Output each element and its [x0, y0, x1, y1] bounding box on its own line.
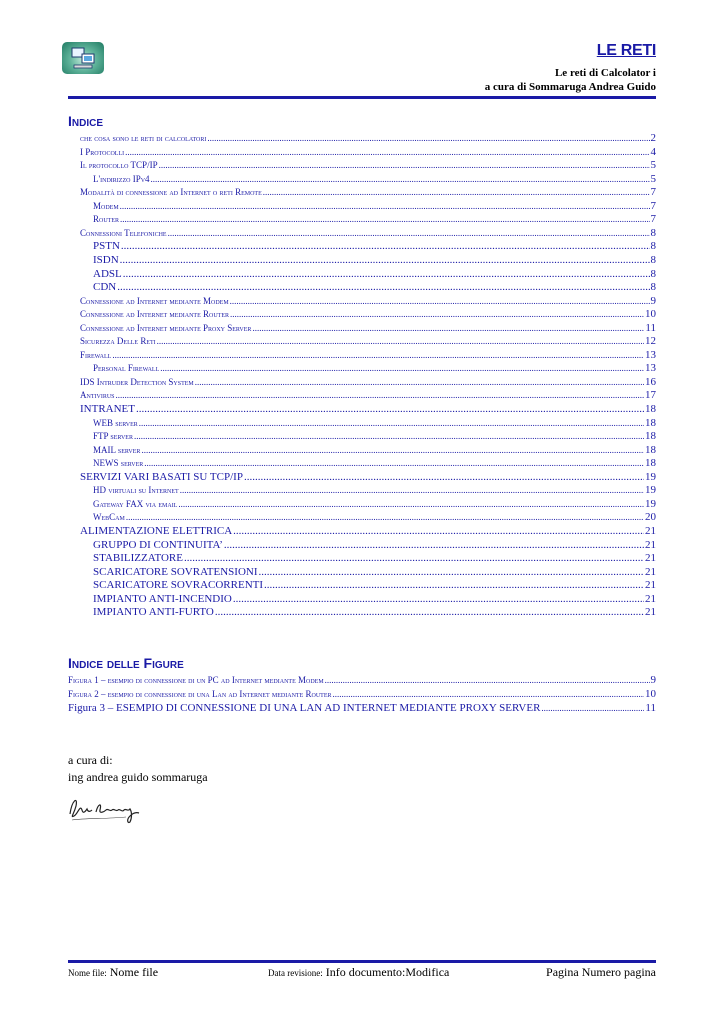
footer-rule [68, 960, 656, 963]
toc-entry[interactable] [80, 496, 656, 510]
toc-entry[interactable] [80, 509, 656, 523]
toc-entry-page: 7 [650, 186, 656, 199]
figures-heading: Indice delle Figure [68, 655, 184, 671]
toc-entry-title: Il protocollo TCP/IP [80, 160, 158, 171]
toc-entry-title: Personal Firewall [93, 363, 160, 374]
toc-entry-leader [157, 336, 644, 347]
toc-entry-leader [195, 377, 644, 388]
toc-entry-leader [120, 255, 650, 266]
toc-entry-title: CDN [93, 281, 117, 294]
computer-icon [70, 46, 96, 70]
toc-entry-leader [121, 241, 650, 252]
toc-entry[interactable] [80, 347, 656, 361]
toc-entry-title: HD virtuali su Internet [93, 485, 179, 496]
toc-entry-leader [160, 363, 644, 374]
toc-entry[interactable] [80, 293, 656, 307]
toc-entry-title: Modem [93, 200, 119, 211]
document-title: LE RETI [596, 42, 656, 59]
toc-entry[interactable] [80, 374, 656, 388]
toc-entry-leader [233, 594, 644, 605]
toc-entry-page: 16 [645, 375, 656, 388]
toc-entry-page: 18 [645, 430, 656, 443]
header-author: a cura di Sommaruga Andrea Guido [484, 81, 656, 93]
toc-entry[interactable] [80, 184, 656, 198]
toc-entry-title: Antivirus [80, 390, 115, 401]
toc-entry-title: WEB server [93, 417, 138, 428]
toc-entry-title: Connessione ad Internet mediante Proxy Server [80, 322, 252, 333]
toc-entry-leader [136, 404, 644, 415]
toc-entry-leader [126, 512, 644, 523]
toc-entry[interactable] [80, 130, 656, 144]
figures-entry-leader [541, 703, 644, 714]
toc-entry-leader [144, 458, 644, 469]
figures-entry[interactable] [68, 672, 656, 686]
toc-entry-page: 10 [645, 308, 656, 321]
footer-revision [268, 965, 449, 980]
toc-entry[interactable] [80, 455, 656, 469]
credits-label: a cura di: [68, 753, 113, 767]
toc-entry-title: GRUPPO DI CONTINUITA’ [93, 538, 223, 551]
toc-entry-leader [151, 174, 650, 185]
toc-entry-page: 19 [645, 497, 656, 510]
toc-entry-title: SCARICATORE SOVRATENSIONI [93, 565, 258, 578]
toc-entry[interactable] [80, 415, 656, 429]
toc-entry[interactable] [80, 523, 656, 537]
footer-revision-label: Data revisione: [268, 968, 323, 978]
toc-entry-leader [207, 133, 649, 144]
toc-entry-leader [141, 445, 644, 456]
toc-entry[interactable] [80, 225, 656, 239]
toc-entry-page: 13 [645, 348, 656, 361]
footer-file [68, 965, 158, 980]
toc-entry-title: INTRANET [80, 403, 135, 415]
toc-entry-title: IMPIANTO ANTI-INCENDIO [93, 592, 232, 605]
toc-entry-title: IMPIANTO ANTI-FURTO [93, 606, 214, 619]
toc-entry-title: Connessione ad Internet mediante Modem [80, 295, 229, 306]
toc-entry[interactable] [80, 198, 656, 212]
toc-entry[interactable] [80, 591, 656, 605]
toc-entry-page: 17 [645, 389, 656, 402]
figures-entry-leader [325, 675, 650, 686]
toc-entry[interactable] [80, 171, 656, 185]
toc-entry[interactable] [80, 157, 656, 171]
toc-entry-page: 8 [650, 267, 656, 280]
toc-entry-title: IDS Intruder Detection System [80, 376, 194, 387]
toc-entry-page: 8 [650, 226, 656, 239]
toc-entry-title: PSTN [93, 240, 120, 253]
toc-entry-leader [215, 607, 644, 618]
toc-entry-leader [264, 580, 644, 591]
toc-entry-title: Firewall [80, 349, 112, 360]
toc-entry-page: 18 [645, 457, 656, 470]
toc-entry[interactable] [80, 266, 656, 280]
handwritten-signature [66, 792, 146, 826]
toc-entry-page: 12 [645, 335, 656, 348]
toc-entry-page: 4 [650, 145, 656, 158]
figures-entry-page: 11 [645, 702, 656, 714]
toc-entry-title: Router [93, 214, 120, 225]
toc-entry[interactable] [80, 252, 656, 266]
toc-entry-page: 5 [650, 172, 656, 185]
toc-entry-page: 18 [645, 403, 656, 415]
toc-entry[interactable] [80, 333, 656, 347]
figures-entry-title: Figura 1 – esempio di connessione di un PC ad Internet mediante Modem [68, 675, 324, 685]
toc-entry-leader [224, 540, 644, 551]
toc-entry-title: Connessioni Telefoniche [80, 227, 167, 238]
toc-entry-page: 2 [650, 132, 656, 144]
toc-entry-title: STABILIZZATORE [93, 552, 183, 565]
toc-entry-title: ALIMENTAZIONE ELETTRICA [80, 524, 233, 537]
figures-entry-page: 10 [645, 688, 656, 700]
toc-entry[interactable] [80, 360, 656, 374]
toc-entry-leader [259, 567, 644, 578]
toc-entry-page: 21 [645, 565, 656, 578]
toc-entry[interactable] [80, 442, 656, 456]
toc-entry-title: Connessione ad Internet mediante Router [80, 309, 229, 320]
toc-entry[interactable] [80, 211, 656, 225]
toc-entry[interactable] [80, 604, 656, 618]
toc-entry-title: Modalità di connessione ad Internet o reti Remote [80, 187, 262, 198]
toc-entry-page: 21 [645, 538, 656, 551]
toc-entry-page: 21 [645, 592, 656, 605]
toc-entry-leader [233, 526, 644, 537]
footer-file-label: Nome file: [68, 968, 107, 978]
toc-entry-page: 7 [650, 213, 656, 226]
toc-entry[interactable] [80, 469, 656, 483]
figures-entry[interactable] [68, 700, 656, 714]
figures-entry-title: Figura 3 – ESEMPIO DI CONNESSIONE DI UNA LAN AD INTERNET MEDIANTE PROXY SERVER [68, 702, 541, 714]
toc-entry-title: I Protocolli [80, 146, 125, 157]
toc-entry-leader [117, 282, 649, 293]
toc-entry-leader [139, 418, 644, 429]
figures-entry-leader [333, 689, 645, 700]
toc-entry-leader [184, 553, 644, 564]
credits-author: ing andrea guido sommaruga [68, 770, 208, 784]
toc-entry-page: 21 [645, 524, 656, 537]
toc-entry-page: 8 [650, 240, 656, 253]
toc-entry-leader [134, 431, 644, 442]
toc-entry-leader [244, 472, 644, 483]
toc-entry-leader [120, 214, 649, 225]
toc-entry-page: 19 [645, 470, 656, 483]
toc-entry-leader [230, 309, 644, 320]
toc-entry[interactable] [80, 144, 656, 158]
toc-entry-leader [263, 187, 650, 198]
toc-entry[interactable] [80, 577, 656, 591]
toc-entry-page: 21 [645, 606, 656, 619]
toc-entry-page: 9 [650, 294, 656, 307]
toc-entry-title: L'indirizzo IPv4 [93, 173, 150, 184]
toc-entry-page: 18 [645, 443, 656, 456]
toc-entry-page: 8 [650, 281, 656, 294]
figures-entry-page: 9 [650, 674, 656, 686]
figures-entry-title: Figura 2 – esempio di connessione di una Lan ad Internet mediante Router [68, 689, 332, 699]
toc-entry-title: Sicurezza Delle Reti [80, 336, 156, 347]
toc-entry[interactable] [80, 482, 656, 496]
footer-page: Pagina Numero pagina [546, 965, 656, 979]
toc-entry[interactable] [80, 279, 656, 293]
toc-entry-leader [159, 160, 650, 171]
toc-entry-page: 21 [645, 579, 656, 592]
footer-revision-value: Info documento:Modifica [325, 965, 450, 979]
toc-entry[interactable] [80, 550, 656, 564]
toc-entry[interactable] [80, 306, 656, 320]
toc-entry[interactable] [80, 238, 656, 252]
footer-file-value: Nome file [109, 965, 159, 979]
toc-entry[interactable] [80, 428, 656, 442]
toc-entry-leader [116, 390, 645, 401]
toc-entry-page: 7 [650, 199, 656, 212]
toc-entry-title: NEWS server [93, 458, 144, 469]
toc-entry-page: 18 [645, 416, 656, 429]
toc-entry-leader [123, 269, 650, 280]
toc-entry-title: WebCam [93, 512, 125, 523]
toc-entry-title: SCARICATORE SOVRACORRENTI [93, 579, 264, 592]
toc-entry-leader [178, 499, 644, 510]
toc-entry-page: 20 [645, 511, 656, 524]
toc-heading: Indice [68, 113, 104, 129]
toc-entry-page: 19 [645, 484, 656, 497]
toc-entry-title: Gateway FAX via email [93, 498, 178, 509]
header-rule [68, 96, 656, 99]
toc-entry-leader [168, 228, 650, 239]
computer-network-logo [62, 42, 104, 74]
toc-entry-leader [180, 485, 644, 496]
toc-entry-leader [120, 201, 650, 212]
toc-entry[interactable] [80, 537, 656, 551]
toc-entry-leader [112, 350, 644, 361]
toc-entry-page: 13 [645, 362, 656, 375]
header-subtitle: Le reti di Calcolator i [554, 67, 656, 79]
toc-entry[interactable] [80, 320, 656, 334]
toc-entry[interactable] [80, 401, 656, 415]
toc-entry-page: 8 [650, 253, 656, 266]
toc-entry-page: 5 [650, 159, 656, 172]
toc-entry-title: ISDN [93, 253, 119, 266]
toc-entry-title: che cosa sono le reti di calcolatori [80, 133, 207, 143]
toc-entry-title: MAIL server [93, 444, 141, 455]
toc-entry-title: SERVIZI VARI BASATI SU TCP/IP [80, 470, 243, 483]
toc-entry[interactable] [80, 564, 656, 578]
figures-entry[interactable] [68, 686, 656, 700]
toc-entry[interactable] [80, 387, 656, 401]
toc-entry-leader [125, 147, 649, 158]
toc-entry-title: ADSL [93, 267, 122, 280]
toc-entry-leader [230, 296, 650, 307]
toc-entry-page: 21 [645, 552, 656, 565]
toc-entry-leader [252, 323, 644, 334]
toc-entry-title: FTP server [93, 431, 133, 442]
toc-entry-page: 11 [645, 321, 656, 334]
